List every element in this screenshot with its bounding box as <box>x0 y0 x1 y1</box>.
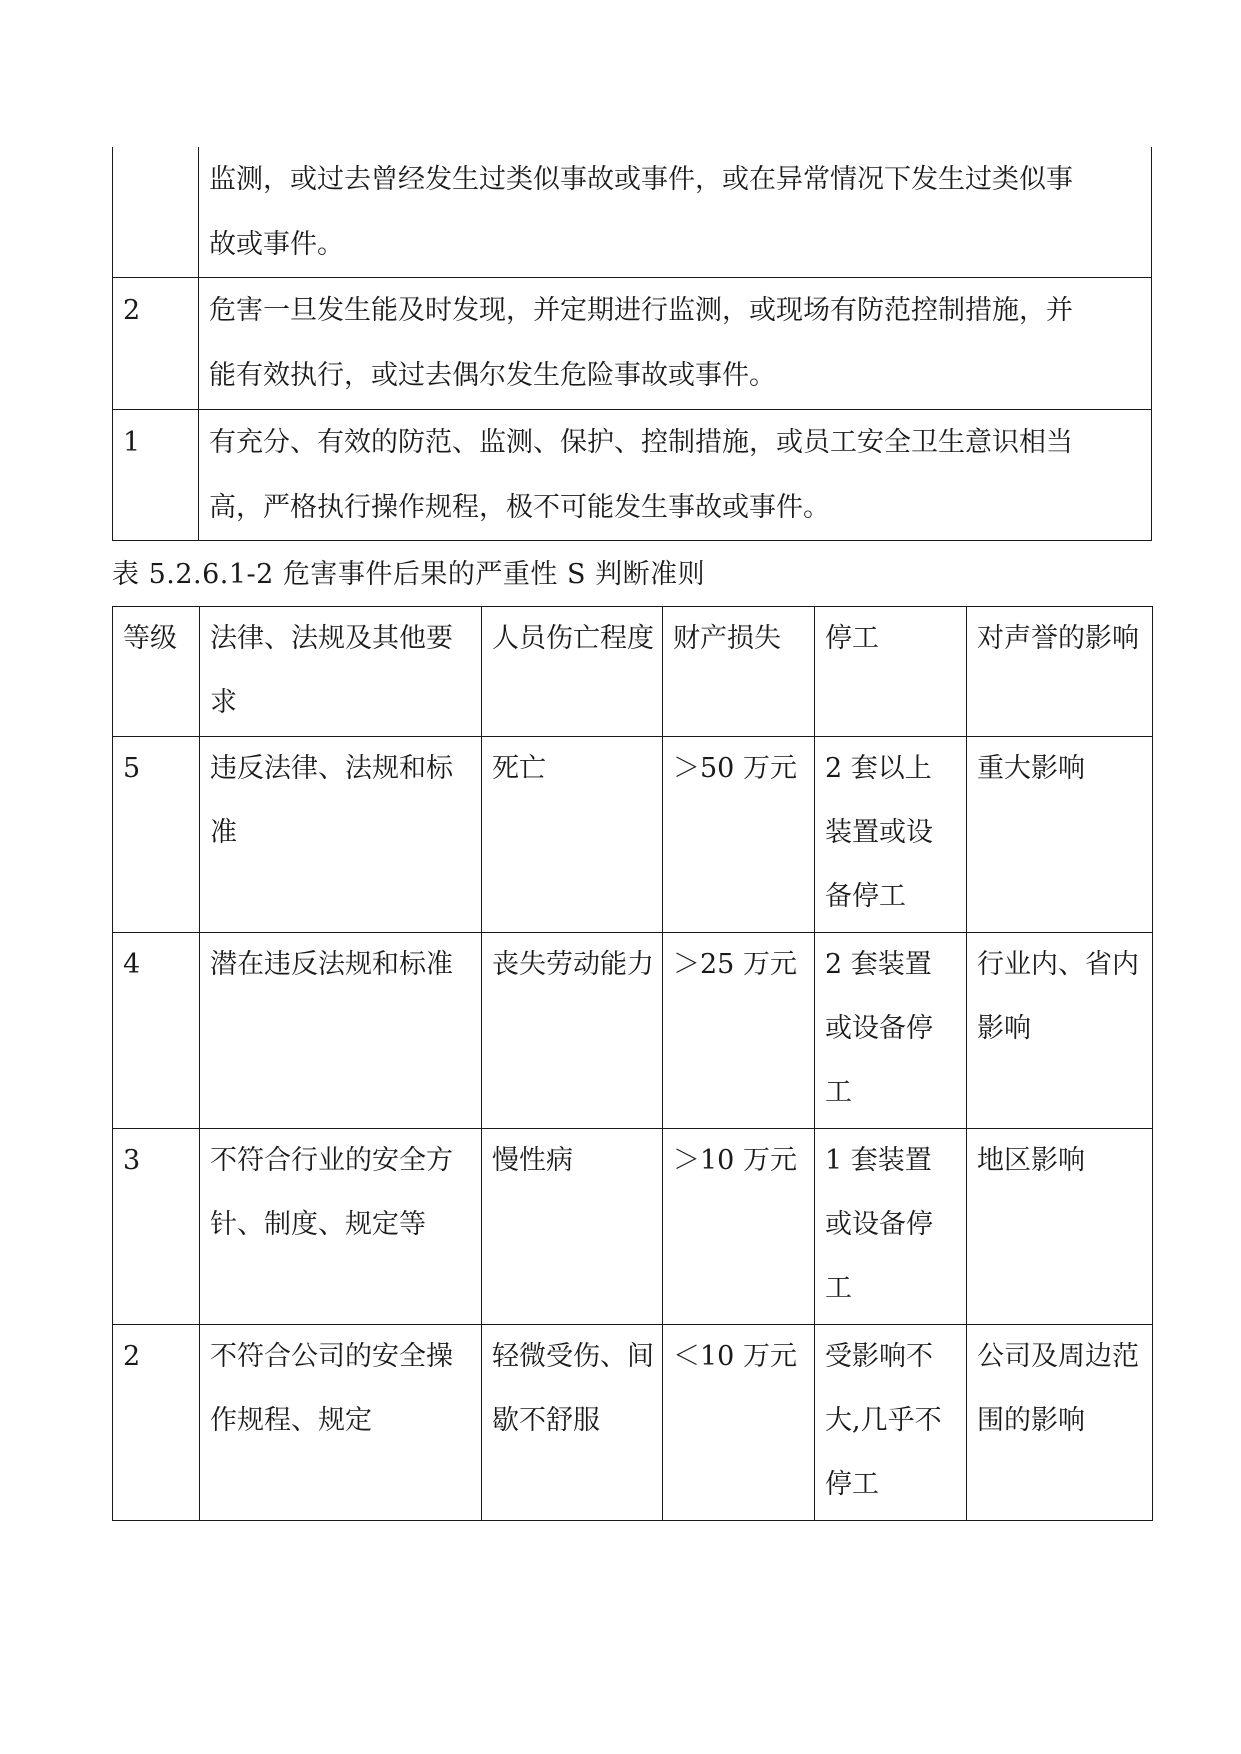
table-row <box>113 933 1153 1129</box>
table-caption: 表 5.2.6.1-2 危害事件后果的严重性 S 判断准则 <box>112 559 706 590</box>
header-casualty: 人员伤亡程度 <box>482 607 663 737</box>
description-line: 能有效执行，或过去偶尔发生危险事故或事件。 <box>209 360 776 391</box>
law-cell: 潜在违反法规和标准 <box>200 933 482 1129</box>
table-row <box>113 278 1152 410</box>
reputation-cell: 地区影响 <box>967 1129 1153 1325</box>
stoppage-cell: 2 套装置或设备停工 <box>815 933 967 1129</box>
likelihood-table <box>112 147 1152 541</box>
description-line: 故或事件。 <box>209 229 344 260</box>
reputation-cell: 公司及周边范围的影响 <box>967 1325 1153 1521</box>
loss-cell: ＞25 万元 <box>663 933 815 1129</box>
stoppage-cell: 2 套以上装置或设备停工 <box>815 737 967 933</box>
header-law: 法律、法规及其他要求 <box>200 607 482 737</box>
law-cell: 不符合公司的安全操作规程、规定 <box>200 1325 482 1521</box>
description-cell <box>199 410 1152 541</box>
description-line: 危害一旦发生能及时发现，并定期进行监测，或现场有防范控制措施，并 <box>209 295 1073 326</box>
level-cell: 4 <box>113 933 200 1129</box>
level-cell: 2 <box>113 1325 200 1521</box>
casualty-cell: 丧失劳动能力 <box>482 933 663 1129</box>
level-cell <box>113 147 199 278</box>
level-cell: 3 <box>113 1129 200 1325</box>
description-cell <box>199 278 1152 410</box>
stoppage-cell: 1 套装置或设备停工 <box>815 1129 967 1325</box>
description-cell <box>199 147 1152 278</box>
severity-table <box>112 606 1153 1521</box>
table-row <box>113 1325 1153 1521</box>
level-cell: 2 <box>113 278 199 410</box>
casualty-cell: 死亡 <box>482 737 663 933</box>
header-loss: 财产损失 <box>663 607 815 737</box>
stoppage-cell: 受影响不大,几乎不停工 <box>815 1325 967 1521</box>
law-cell: 违反法律、法规和标准 <box>200 737 482 933</box>
reputation-cell: 重大影响 <box>967 737 1153 933</box>
table-row <box>113 737 1153 933</box>
table-row <box>113 410 1152 541</box>
description-line: 高，严格执行操作规程，极不可能发生事故或事件。 <box>209 492 830 523</box>
casualty-cell: 慢性病 <box>482 1129 663 1325</box>
reputation-cell: 行业内、省内影响 <box>967 933 1153 1129</box>
loss-cell: ＜10 万元 <box>663 1325 815 1521</box>
header-stoppage: 停工 <box>815 607 967 737</box>
table-row <box>113 147 1152 278</box>
description-line: 监测，或过去曾经发生过类似事故或事件，或在异常情况下发生过类似事 <box>209 164 1073 195</box>
loss-cell: ＞10 万元 <box>663 1129 815 1325</box>
level-cell: 5 <box>113 737 200 933</box>
header-reputation: 对声誉的影响 <box>967 607 1153 737</box>
casualty-cell: 轻微受伤、间歇不舒服 <box>482 1325 663 1521</box>
header-row <box>113 607 1153 737</box>
description-line: 有充分、有效的防范、监测、保护、控制措施，或员工安全卫生意识相当 <box>209 427 1073 458</box>
header-level: 等级 <box>113 607 200 737</box>
level-cell: 1 <box>113 410 199 541</box>
loss-cell: ＞50 万元 <box>663 737 815 933</box>
law-cell: 不符合行业的安全方针、制度、规定等 <box>200 1129 482 1325</box>
table-row <box>113 1129 1153 1325</box>
